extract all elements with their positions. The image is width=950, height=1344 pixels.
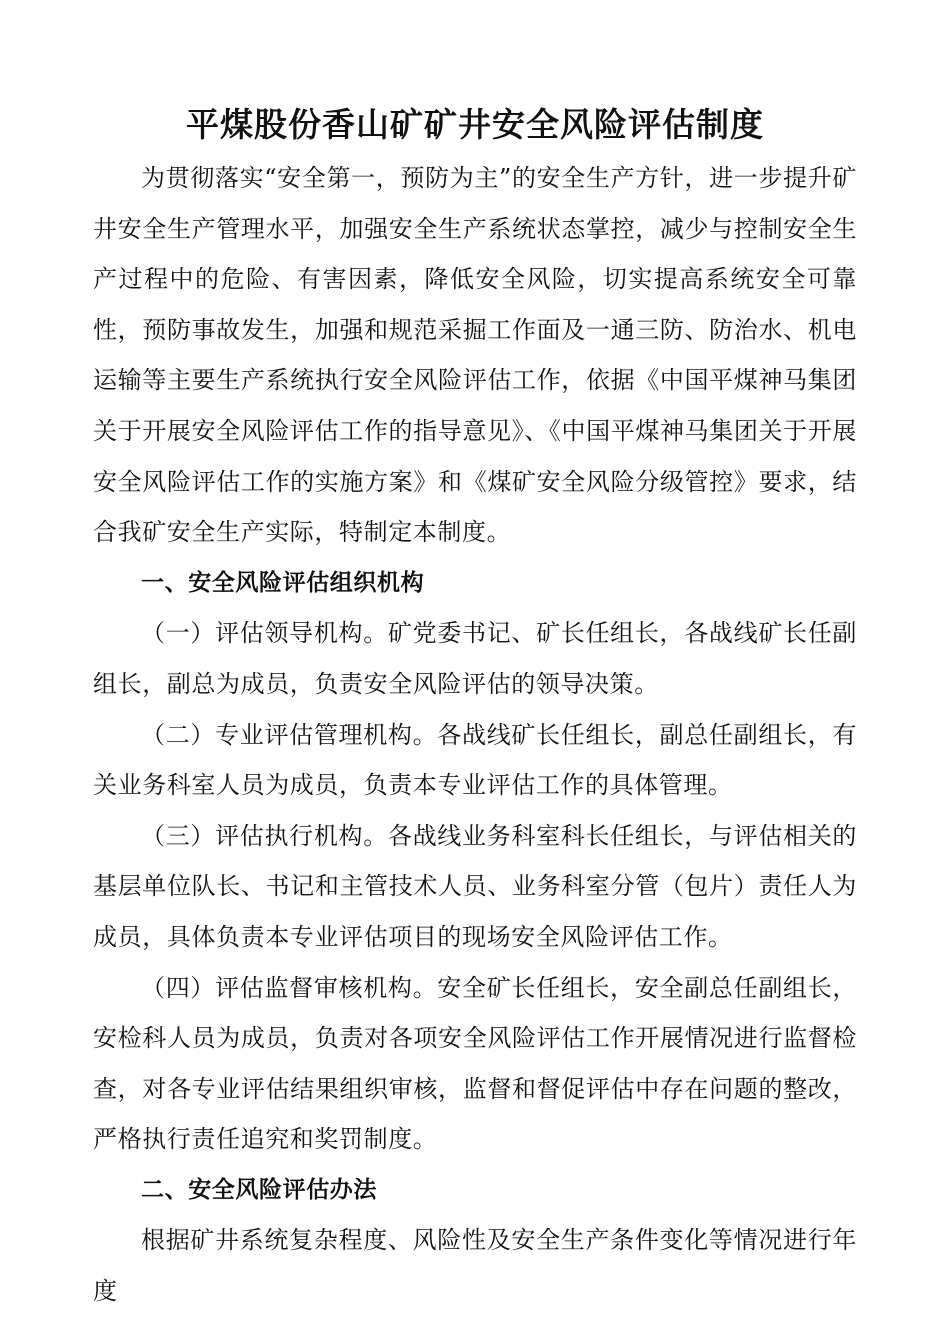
document-title: 平煤股份香山矿矿井安全风险评估制度 xyxy=(186,105,764,144)
section-heading-methods: 二、安全风险评估办法 xyxy=(141,1176,377,1203)
intro-paragraph: 为贯彻落实“安全第一，预防为主”的安全生产方针，进一步提升矿井安全生产管理水平，加强安全生产系统状态掌控，减少与控制安全生产过程中的危险、有害因素，降低安全风险，切实提高系统安全可靠性，预防事故发生，加强和规范采掘工作面及一通三防、防治水、机电运输等主要生产系统执行安全风险评估工作，依据《中国平煤神马集团关于开展安全风险评估工作的指导意见》、《中国平煤神马集团关于开展安全风险评估工作的实施方案》和《煤矿安全风险分级管控》要求，结合我矿安全生产实际，特制定本制度。 xyxy=(93,164,857,547)
section-heading-organization: 一、安全风险评估组织机构 xyxy=(141,569,425,596)
document-body xyxy=(93,153,857,1317)
paragraph-execution: （三）评估执行机构。各战线业务科室科长任组长，与评估相关的基层单位队长、书记和主管技术人员、业务科室分管（包片）责任人为成员，具体负责本专业评估项目的现场安全风险评估工作。 xyxy=(93,821,857,951)
paragraph-supervision: （四）评估监督审核机构。安全矿长任组长，安全副总任副组长，安检科人员为成员，负责对各项安全风险评估工作开展情况进行监督检查，对各专业评估结果组织审核，监督和督促评估中存在问题的整改，严格执行责任追究和奖罚制度。 xyxy=(93,973,857,1154)
paragraph-management: （二）专业评估管理机构。各战线矿长任组长，副总任副组长，有关业务科室人员为成员，负责本专业评估工作的具体管理。 xyxy=(93,720,857,800)
paragraph-methods: 根据矿井系统复杂程度、风险性及安全生产条件变化等情况进行年度 xyxy=(93,1226,857,1306)
paragraph-leadership: （一）评估领导机构。矿党委书记、矿长任组长，各战线矿长任副组长，副总为成员，负责安全风险评估的领导决策。 xyxy=(93,619,857,698)
